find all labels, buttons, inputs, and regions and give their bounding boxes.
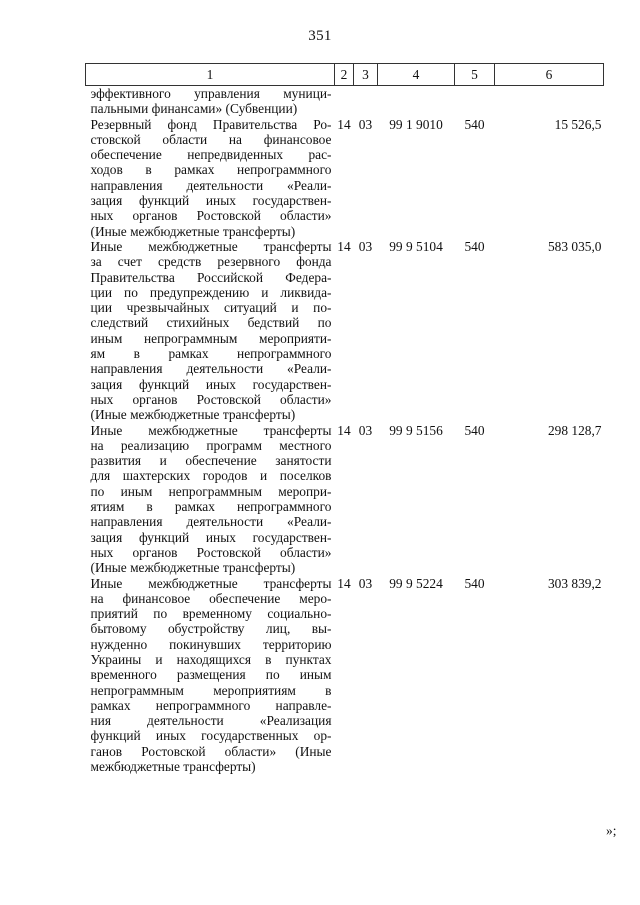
description-line: временного размещения по иным [90,667,332,683]
description-line: следствий стихийных бедствий по [90,315,332,331]
target-article-cell: 99 1 9010 [389,116,443,132]
amount-cell: 303 839,2 [547,575,602,591]
target-article-cell: 99 9 5156 [389,422,443,438]
continuation-text [86,86,335,117]
expense-type-cell: 540 [464,238,485,254]
table-body [86,86,604,775]
description-line: развития и обеспечение занятости [90,453,332,469]
column-header-5: 5 [455,64,495,86]
description-line: ям в рамках непрограммного [90,346,332,362]
amount-cell: 298 128,7 [547,422,602,438]
description-line: межбюджетные трансферты) [90,759,256,775]
description-line: бытовому обустройству лиц, вы- [90,621,332,637]
description-line: обеспечение непредвиденных рас- [90,147,332,163]
section-code-cell: 14 [337,575,351,591]
column-header-6: 6 [495,64,604,86]
description-line: Резервный фонд Правительства Ро- [90,116,332,132]
empty-cell [335,86,354,117]
budget-table [85,63,604,774]
description-line: ятиям в рамках непрограммного [90,499,332,515]
description-line: ции чрезвычайных ситуаций и по- [90,300,332,316]
subsection-code-cell: 03 [358,238,373,254]
description-line: приятий по временному социально- [90,606,332,622]
empty-cell [354,86,378,117]
description-line: Иные межбюджетные трансферты [90,422,332,438]
description-line: направления деятельности «Реали- [90,514,332,530]
subsection-code-cell: 03 [358,422,373,438]
expense-type-cell: 540 [464,422,485,438]
row-description [86,239,335,423]
description-line: для шахтерских городов и поселков [90,468,332,484]
description-line: ходов в рамках непрограммного [90,162,332,178]
target-article-cell: 99 9 5104 [389,238,443,254]
subsection-code-cell: 03 [358,116,373,132]
description-line: на финансовое обеспечение меро- [90,590,332,606]
amount-cell: 15 526,5 [554,116,602,132]
section-code-cell: 14 [337,116,351,132]
description-line: направления деятельности «Реали- [90,177,332,193]
empty-cell [495,86,604,117]
expense-type-cell: 540 [464,116,485,132]
target-article-cell: 99 9 5224 [389,575,443,591]
row-description [86,576,335,775]
table-row [86,423,604,576]
row-description [86,423,335,576]
description-line: Иные межбюджетные трансферты [90,238,332,254]
subsection-code-cell: 03 [358,575,373,591]
column-header-1: 1 [86,64,335,86]
description-line: ных органов Ростовской области» [90,544,332,560]
table-header-row [86,64,604,86]
continuation-line: пальными финансами» (Субвенции) [90,101,298,117]
description-line: стовской области на финансовое [90,131,332,147]
section-code-cell: 14 [337,422,351,438]
description-line: зация функций иных государствен- [90,529,332,545]
description-line: Иные межбюджетные трансферты [90,575,332,591]
section-code-cell: 14 [337,238,351,254]
row-description [86,117,335,239]
table-row [86,117,604,239]
description-line: зация функций иных государствен- [90,376,332,392]
description-line: на реализацию программ местного [90,437,332,453]
continuation-row [86,86,604,117]
description-line: направления деятельности «Реали- [90,361,332,377]
description-line: непрограммным мероприятиям в [90,682,332,698]
amount-cell: 583 035,0 [547,238,602,254]
description-line: ных органов Ростовской области» [90,208,332,224]
empty-cell [378,86,455,117]
description-line: зация функций иных государствен- [90,193,332,209]
column-header-4: 4 [378,64,455,86]
description-line: функций иных государственных ор- [90,728,332,744]
empty-cell [455,86,495,117]
description-line: нужденно покинувших территорию [90,636,332,652]
closing-quote-mark: »; [606,823,617,838]
description-line: (Иные межбюджетные трансферты) [90,223,296,239]
description-line: за счет средств резервного фонда [90,254,332,270]
description-line: ганов Ростовской области» (Иные [90,743,332,759]
description-line: (Иные межбюджетные трансферты) [90,560,296,576]
description-line: иным непрограммным мероприяти- [90,330,332,346]
table-row [86,239,604,423]
page-number: 351 [308,28,332,44]
description-line: по иным непрограммным меропри- [90,483,332,499]
expense-type-cell: 540 [464,575,485,591]
description-line: рамках непрограммного направле- [90,697,332,713]
description-line: Правительства Российской Федера- [90,269,332,285]
description-line: (Иные межбюджетные трансферты) [90,407,296,423]
description-line: ния деятельности «Реализация [90,713,332,729]
description-line: Украины и находящихся в пунктах [90,651,332,667]
description-line: ных органов Ростовской области» [90,391,332,407]
continuation-line: эффективного управления муници- [90,86,332,101]
description-line: ции по предупреждению и ликвида- [90,284,332,300]
table-row [86,576,604,775]
column-header-2: 2 [335,64,354,86]
column-header-3: 3 [354,64,378,86]
